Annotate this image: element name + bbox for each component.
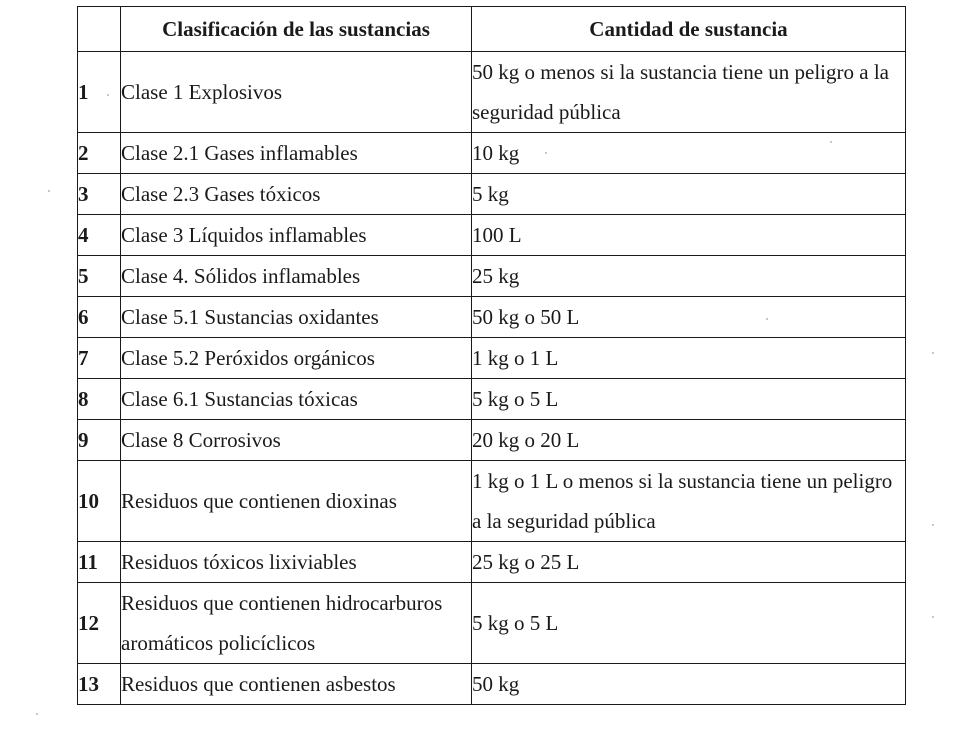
row-classification: Clase 6.1 Sustancias tóxicas — [121, 379, 472, 420]
row-quantity: 100 L — [472, 215, 906, 256]
row-number: 5 — [78, 256, 121, 297]
row-number: 8 — [78, 379, 121, 420]
scan-speck — [36, 713, 38, 715]
row-classification: Residuos que contienen asbestos — [121, 664, 472, 705]
scan-speck — [932, 524, 934, 526]
row-quantity: 50 kg o menos si la sustancia tiene un peligro a la seguridad pública — [472, 52, 906, 133]
table-row — [78, 174, 906, 215]
table-row — [78, 461, 906, 542]
scan-speck — [766, 318, 768, 320]
table-row — [78, 420, 906, 461]
row-classification: Clase 2.1 Gases inflamables — [121, 133, 472, 174]
row-number: 11 — [78, 542, 121, 583]
table-row — [78, 297, 906, 338]
row-number: 1 — [78, 52, 121, 133]
row-classification: Clase 1 Explosivos — [121, 52, 472, 133]
row-number: 2 — [78, 133, 121, 174]
table-row — [78, 338, 906, 379]
table-row — [78, 215, 906, 256]
row-quantity: 50 kg — [472, 664, 906, 705]
row-classification: Clase 4. Sólidos inflamables — [121, 256, 472, 297]
row-quantity: 20 kg o 20 L — [472, 420, 906, 461]
row-number: 9 — [78, 420, 121, 461]
table-row — [78, 379, 906, 420]
row-number: 7 — [78, 338, 121, 379]
row-classification: Residuos que contienen hidrocarburos aromáticos policíclicos — [121, 583, 472, 664]
scan-speck — [545, 152, 547, 154]
substance-table — [77, 6, 906, 705]
row-quantity: 25 kg — [472, 256, 906, 297]
table-row — [78, 542, 906, 583]
table-row — [78, 256, 906, 297]
row-quantity: 10 kg — [472, 133, 906, 174]
row-quantity: 1 kg o 1 L o menos si la sustancia tiene un peligro a la seguridad pública — [472, 461, 906, 542]
row-quantity: 25 kg o 25 L — [472, 542, 906, 583]
scan-speck — [48, 190, 50, 192]
scan-speck — [932, 352, 934, 354]
row-classification: Clase 3 Líquidos inflamables — [121, 215, 472, 256]
header-corner-cell — [78, 7, 121, 52]
table-header-row — [78, 7, 906, 52]
row-classification: Clase 2.3 Gases tóxicos — [121, 174, 472, 215]
scan-speck — [932, 616, 934, 618]
table-row — [78, 52, 906, 133]
table-row — [78, 583, 906, 664]
row-quantity: 50 kg o 50 L — [472, 297, 906, 338]
row-classification: Clase 5.2 Peróxidos orgánicos — [121, 338, 472, 379]
row-classification: Residuos que contienen dioxinas — [121, 461, 472, 542]
row-quantity: 1 kg o 1 L — [472, 338, 906, 379]
table-row — [78, 133, 906, 174]
row-quantity: 5 kg o 5 L — [472, 379, 906, 420]
row-classification: Clase 5.1 Sustancias oxidantes — [121, 297, 472, 338]
row-classification: Residuos tóxicos lixiviables — [121, 542, 472, 583]
row-quantity: 5 kg o 5 L — [472, 583, 906, 664]
row-number: 3 — [78, 174, 121, 215]
row-quantity: 5 kg — [472, 174, 906, 215]
header-classification: Clasificación de las sustancias — [121, 7, 472, 52]
row-number: 12 — [78, 583, 121, 664]
table-row — [78, 664, 906, 705]
row-number: 4 — [78, 215, 121, 256]
row-number: 6 — [78, 297, 121, 338]
scan-speck — [107, 94, 109, 96]
row-number: 13 — [78, 664, 121, 705]
row-number: 10 — [78, 461, 121, 542]
header-quantity: Cantidad de sustancia — [472, 7, 906, 52]
scan-speck — [830, 141, 832, 143]
row-classification: Clase 8 Corrosivos — [121, 420, 472, 461]
